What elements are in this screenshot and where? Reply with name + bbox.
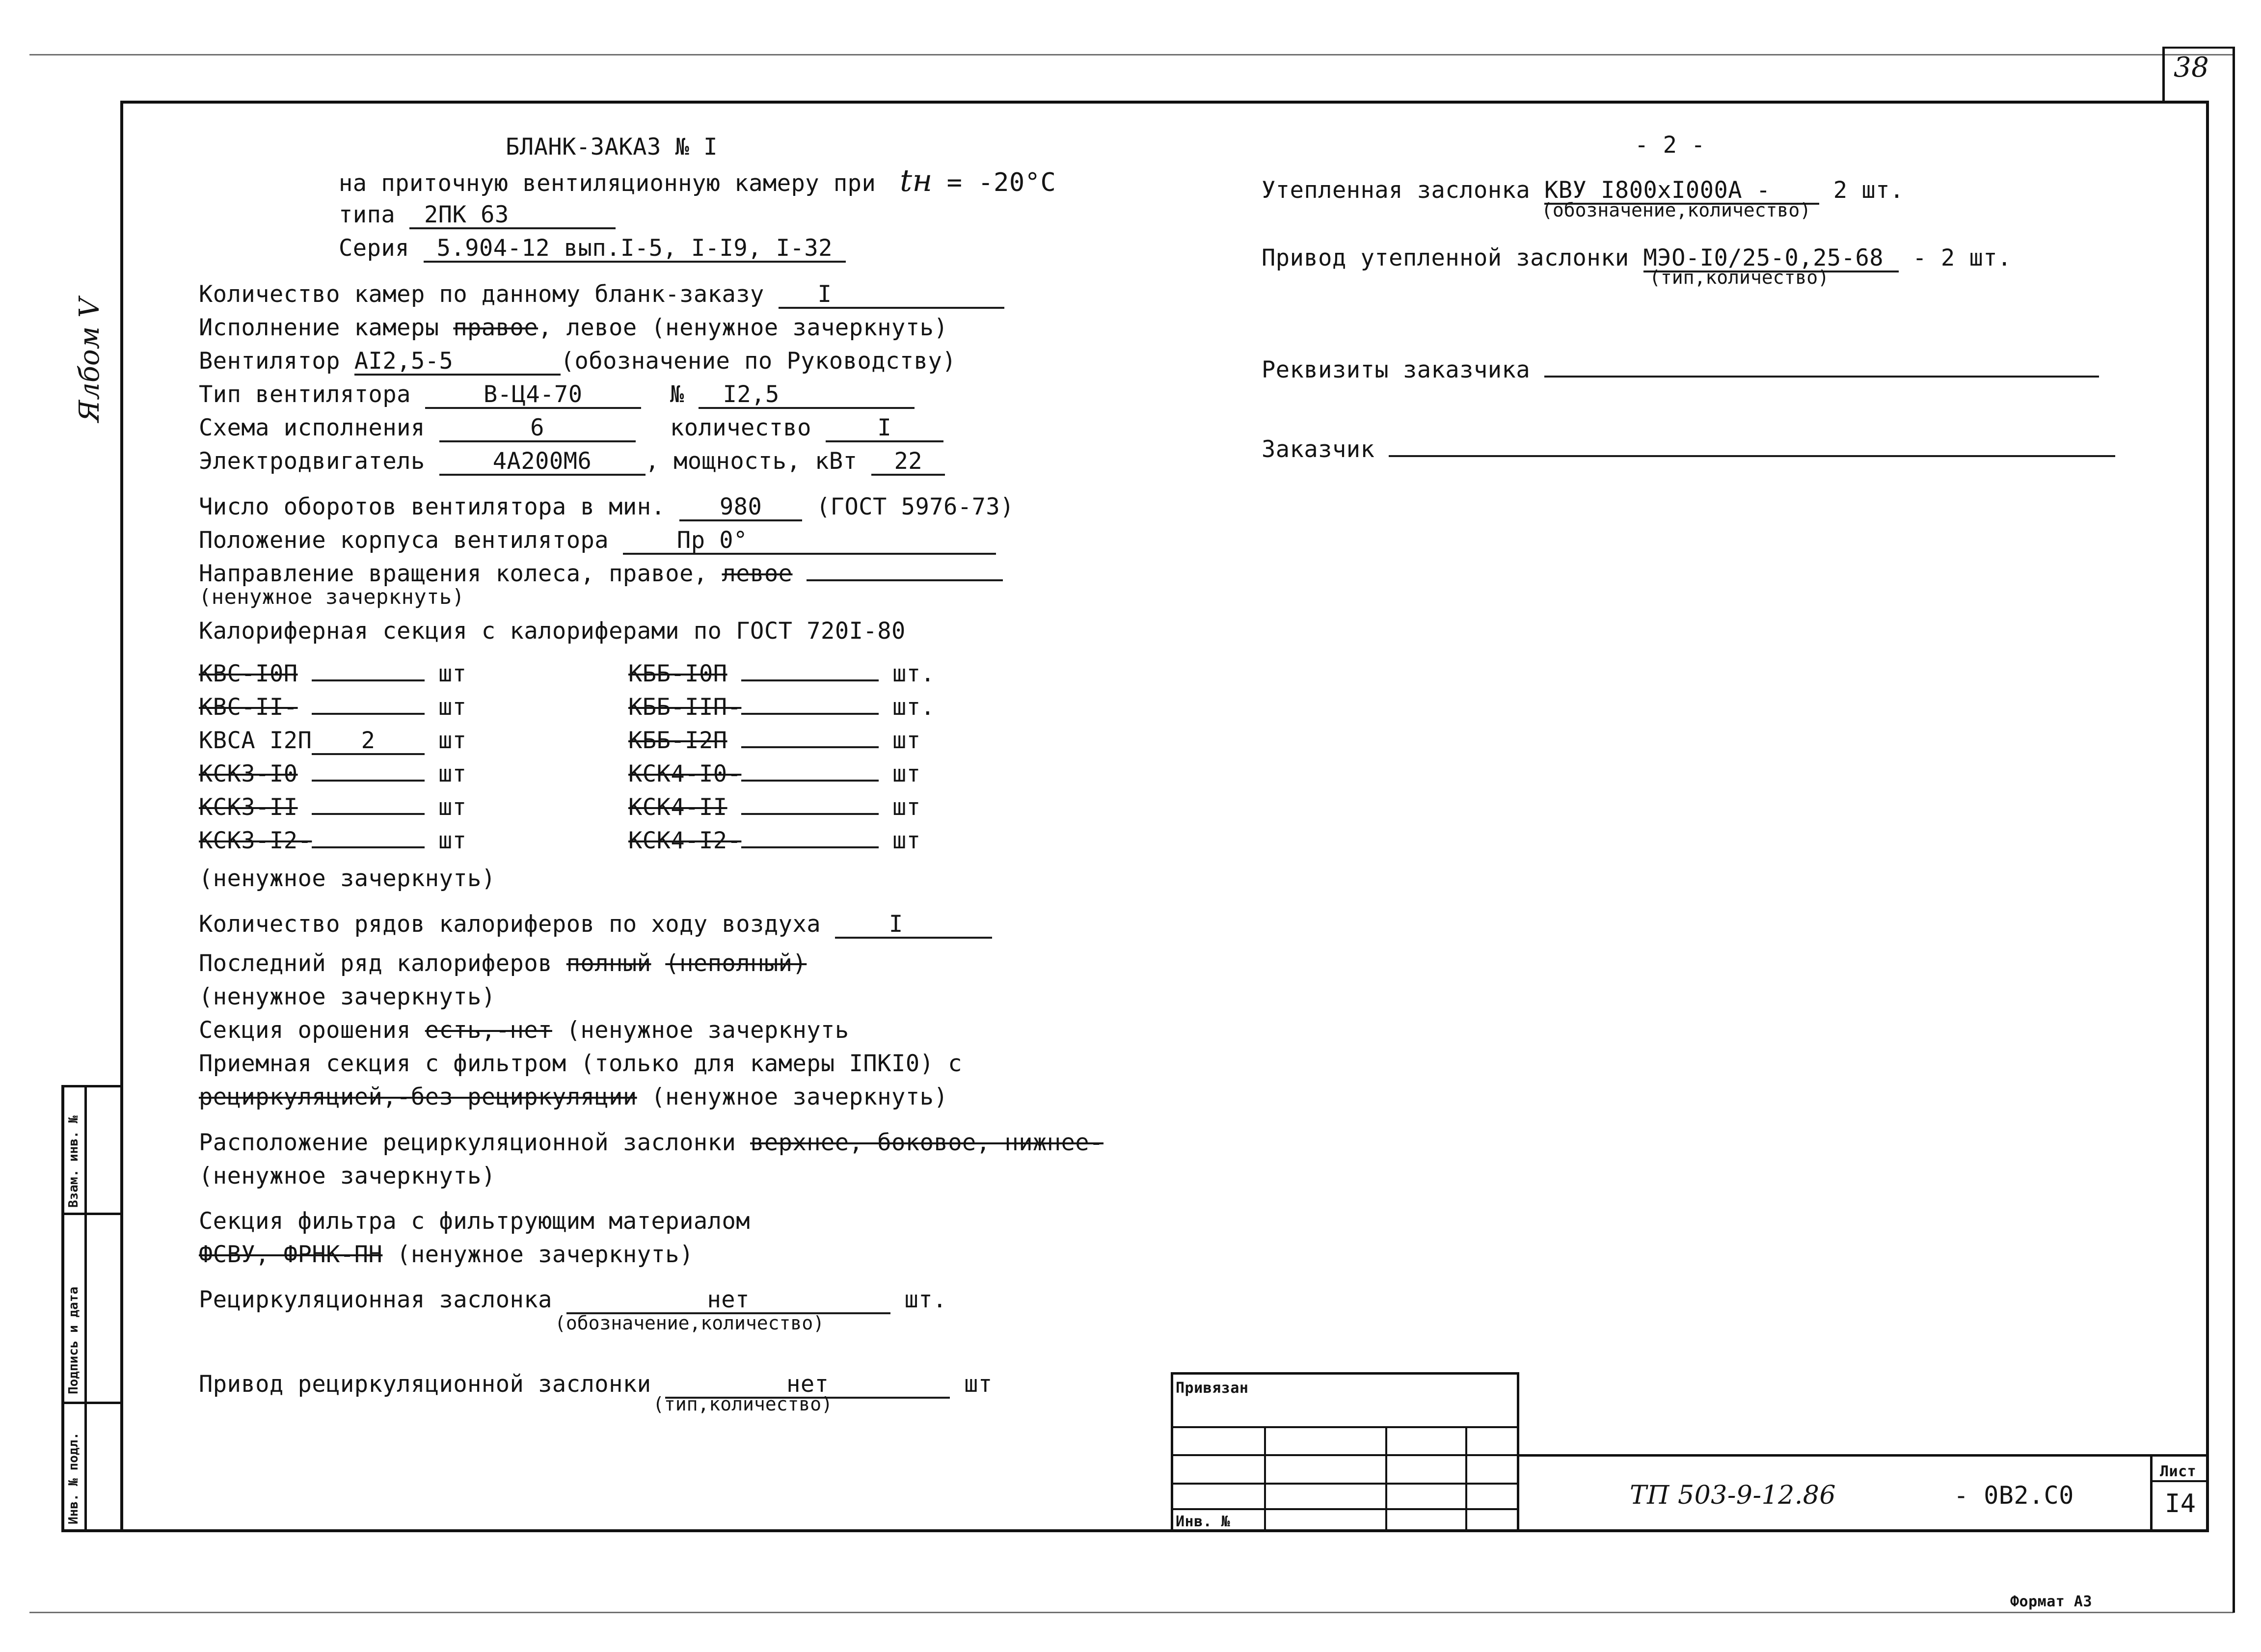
heater-row — [628, 827, 921, 855]
power-value: 22 — [871, 449, 945, 476]
heater-value — [741, 746, 879, 748]
heater-unit: шт — [438, 827, 467, 854]
recirc-drive-caption: (тип,количество) — [653, 1393, 833, 1415]
heater-name: КВС-II- — [199, 694, 298, 721]
rows-value: I — [835, 912, 992, 939]
outer-bottom — [29, 1612, 2234, 1613]
heater-name: КББ-I2П — [628, 727, 727, 754]
motor-row: Электродвигатель 4А200М6 , мощность, кВт 22 — [199, 448, 945, 476]
rpm-value: 980 — [679, 495, 802, 521]
chambers-value: I — [779, 282, 1004, 309]
intake-row-2: рециркуляцией,-без рециркуляции (ненужное зачеркнуть) — [199, 1083, 948, 1110]
heater-name: КВСА I2П — [199, 727, 312, 754]
format-label: Формат А3 — [2010, 1593, 2093, 1610]
qty-row: количество I — [670, 414, 943, 442]
execution-row: Исполнение камеры правое, левое (ненужное зачеркнуть) — [199, 314, 948, 341]
side-field-1: Взам. инв. № — [66, 1115, 81, 1208]
insulated-drive-value: МЭО-I0/25-0,25-68 — [1643, 246, 1899, 272]
chambers-row: Количество камер по данному бланк-заказу I — [199, 281, 1004, 309]
heater-name: КСК4-I2- — [628, 827, 742, 854]
rotation-row: Направление вращения колеса, правое, левое — [199, 560, 1003, 588]
heater-unit: шт — [438, 760, 467, 787]
heater-row — [199, 794, 467, 821]
subtitle: на приточную вентиляционную камеру при tн = -20°C — [339, 162, 1056, 198]
scheme-value: 6 — [439, 416, 636, 442]
heater-unit: шт — [438, 660, 467, 687]
series-row: Серия 5.904-12 вып.I-5, I-I9, I-32 — [339, 235, 846, 263]
insulated-damper-value: КВУ I800хI000А - — [1544, 178, 1819, 205]
stamp-inv-no: Инв. № — [1176, 1513, 1231, 1530]
frame-right — [2206, 101, 2209, 1532]
heater-value — [741, 813, 879, 815]
heater-name: КББ-IIП- — [628, 694, 742, 721]
fan-number-row: № I2,5 — [670, 381, 915, 409]
fan-number-value: I2,5 — [699, 382, 915, 409]
heater-value: 2 — [312, 729, 425, 755]
outer-top — [29, 54, 2234, 55]
fan-row: Вентилятор AI2,5-5 (обозначение по Руководству) — [199, 348, 957, 375]
heater-unit: шт — [892, 794, 921, 821]
fan-type-value: В-Ц4-70 — [425, 382, 641, 409]
heater-name: КСК3-II — [199, 794, 298, 821]
outer-right — [2233, 47, 2235, 1613]
qty-value: I — [826, 416, 943, 442]
recirc-value: нет — [566, 1288, 890, 1314]
insulated-damper-caption: (обозначение,количество) — [1541, 199, 1811, 221]
rotation-note: (ненужное зачеркнуть) — [199, 585, 465, 609]
heater-name: КСК3-I0 — [199, 760, 298, 787]
housing-value: Пр 0° — [623, 528, 996, 555]
heater-name: КББ-I0П — [628, 660, 727, 687]
heater-value — [741, 713, 879, 715]
rpm-row: Число оборотов вентилятора в мин. 980 (ГОСТ 5976-73) — [199, 493, 1015, 520]
temp-symbol: tн — [900, 162, 933, 198]
heater-unit: шт. — [892, 694, 935, 721]
recirc-row: Рециркуляционная заслонка нет шт. — [199, 1286, 947, 1313]
damper-pos-row: Расположение рециркуляционной заслонки верхнее, боковое, нижнее- — [199, 1129, 1104, 1156]
series-value: 5.904-12 вып.I-5, I-I9, I-32 — [424, 236, 846, 263]
sheet-corner-number: 38 — [2174, 52, 2209, 83]
rows-row: Количество рядов калориферов по ходу воздуха I — [199, 911, 992, 939]
sheet-value: I4 — [2165, 1489, 2196, 1518]
type-row: типа 2ПК 63 — [339, 201, 616, 229]
last-row-row: Последний ряд калориферов полный (неполный) — [199, 950, 807, 977]
type-value: 2ПК 63 — [409, 203, 616, 229]
heater-value — [741, 780, 879, 782]
heater-row — [628, 794, 921, 821]
heater-unit: шт — [438, 694, 467, 721]
side-field-3: Инв. № подл. — [66, 1432, 81, 1524]
heater-note: (ненужное зачеркнуть) — [199, 865, 496, 892]
document-code: ТП 503-9-12.86 — [1630, 1481, 1836, 1510]
customer-row: Заказчик — [1262, 436, 2115, 463]
heater-unit: шт — [438, 727, 467, 754]
heater-row — [199, 827, 467, 855]
heater-row — [199, 760, 467, 788]
heater-name: КСК3-I2- — [199, 827, 312, 854]
heater-row — [199, 727, 467, 755]
heater-name: КСК4-II — [628, 794, 727, 821]
heater-unit: шт — [892, 727, 921, 754]
form-title: БЛАНК-ЗАКАЗ № I — [506, 134, 718, 161]
stamp-privyazan: Привязан — [1176, 1380, 1249, 1397]
fan-value: AI2,5-5 — [354, 349, 561, 376]
heater-value — [741, 679, 879, 681]
scheme-row: Схема исполнения 6 — [199, 414, 636, 442]
heater-value — [312, 846, 425, 848]
insulated-damper-row: Утепленная заслонка КВУ I800хI000А - 2 шт. — [1262, 177, 1904, 204]
heater-row — [628, 727, 921, 755]
heater-unit: шт — [892, 827, 921, 854]
page-number: - 2 - — [1635, 132, 1705, 159]
heater-unit: шт — [892, 760, 921, 787]
recirc-caption: (обозначение,количество) — [555, 1312, 825, 1334]
heater-row — [628, 660, 935, 688]
requisites-row: Реквизиты заказчика — [1262, 356, 2099, 384]
heater-name: КВС-I0П — [199, 660, 298, 687]
frame-bottom — [61, 1529, 2209, 1532]
housing-row: Положение корпуса вентилятора Пр 0° — [199, 527, 996, 555]
heater-row — [628, 694, 935, 721]
insulated-drive-caption: (тип,количество) — [1649, 267, 1830, 288]
recirc-drive-value: нет — [665, 1372, 950, 1399]
heater-row — [199, 660, 467, 688]
heater-value — [741, 846, 879, 848]
heater-row — [199, 694, 467, 721]
frame-left — [120, 101, 123, 1532]
frame-top — [120, 101, 2209, 104]
sheet-label: Лист — [2160, 1463, 2197, 1480]
document-suffix: - 0В2.С0 — [1954, 1481, 2074, 1510]
heater-name: КСК4-I0- — [628, 760, 742, 787]
side-handwritten: Ялбом V — [74, 298, 106, 422]
heater-row — [628, 760, 921, 788]
heater-value — [312, 713, 425, 715]
intake-row: Приемная секция с фильтром (только для камеры IПКI0) с — [199, 1050, 963, 1077]
heater-value — [312, 679, 425, 681]
recirc-drive-row: Привод рециркуляционной заслонки нет шт — [199, 1371, 993, 1398]
heater-value — [312, 780, 425, 782]
heater-unit: шт — [438, 794, 467, 821]
fan-type-row: Тип вентилятора В-Ц4-70 — [199, 381, 641, 409]
heater-unit: шт. — [892, 660, 935, 687]
last-row-note: (ненужное зачеркнуть) — [199, 983, 496, 1010]
damper-pos-note: (ненужное зачеркнуть) — [199, 1163, 496, 1190]
insulated-drive-row: Привод утепленной заслонки МЭО-I0/25-0,25-68 - 2 шт. — [1262, 244, 2012, 271]
heater-section-row: Калориферная секция с калориферами по ГОСТ 720I-80 — [199, 618, 906, 645]
filter-row: Секция фильтра с фильтрующим материалом — [199, 1208, 751, 1235]
filter-row-2: ФСВУ, ФРНК-ПН (ненужное зачеркнуть) — [199, 1241, 694, 1268]
side-field-2: Подпись и дата — [66, 1286, 81, 1394]
heater-value — [312, 813, 425, 815]
spray-row: Секция орошения есть,-нет (ненужное зачеркнуть — [199, 1017, 849, 1044]
motor-value: 4А200М6 — [439, 449, 646, 476]
